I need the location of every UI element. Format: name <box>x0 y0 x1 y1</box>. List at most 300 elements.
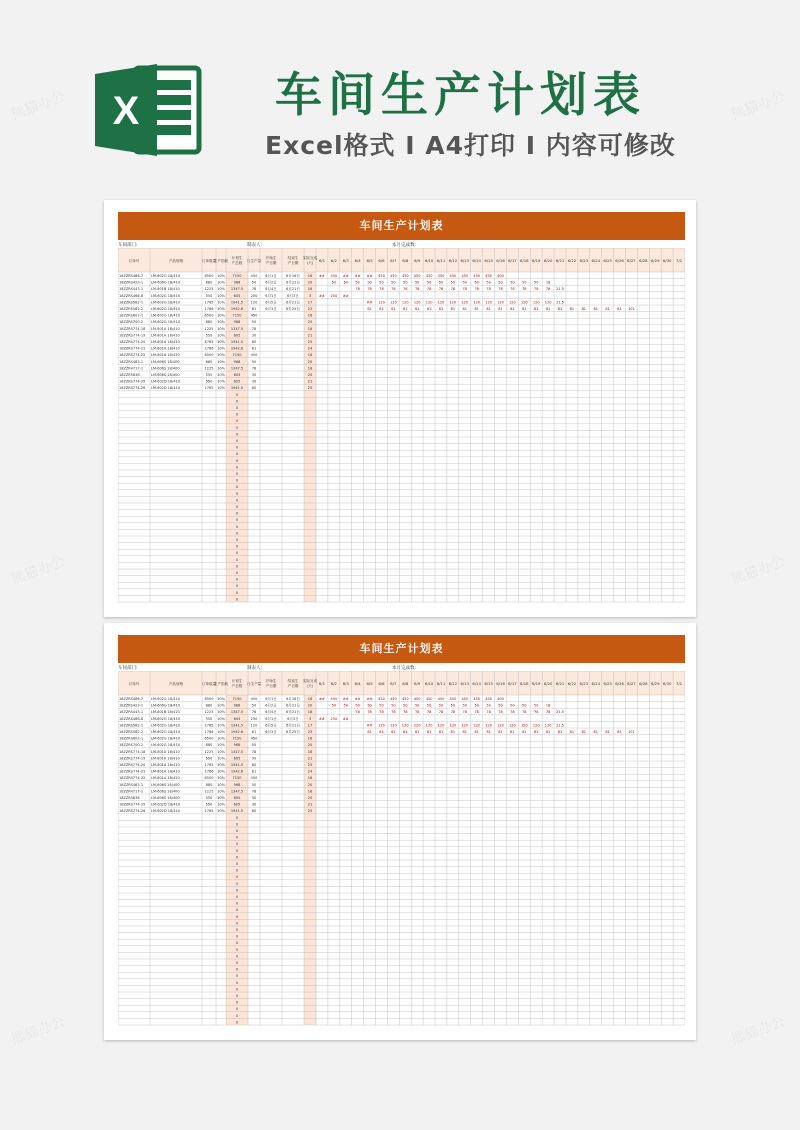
cell-total: 0 <box>235 960 239 965</box>
daily-output-cell: 78 <box>403 710 408 715</box>
cell-qty: 1765 <box>204 386 214 391</box>
cell-total: 1941.5 <box>230 723 244 728</box>
cell-start: 6月1日 <box>265 293 277 298</box>
logo-letter: X <box>112 89 140 133</box>
daily-output-cell: 81 <box>391 306 396 311</box>
daily-output-cell: 120 <box>401 723 409 728</box>
cell-total: 0 <box>235 868 239 873</box>
cell-loss: 10% <box>217 756 225 761</box>
cell-loss: 10% <box>217 333 225 338</box>
cell-total: 0 <box>235 941 239 946</box>
daily-output-cell: 120 <box>449 723 457 728</box>
daily-output-cell: 81 <box>557 729 563 734</box>
cell-qty: 880 <box>205 320 213 325</box>
cell-order: 18ZZRS700-2 <box>119 320 144 325</box>
cell-days: 20 <box>307 280 313 285</box>
daily-output-cell: 400 <box>497 273 504 278</box>
cell-loss: 10% <box>217 300 225 305</box>
column-header: 订单数量 <box>201 682 217 686</box>
watermark: 熊猫办公 <box>729 553 788 589</box>
daily-output-cell: 120 <box>390 723 397 728</box>
cell-total: 605 <box>233 333 241 338</box>
column-header: 产品规格 <box>168 259 184 263</box>
cell-total: 0 <box>235 438 239 443</box>
date-header: 6/3 <box>342 258 349 263</box>
date-header: 6/13 <box>460 258 470 263</box>
date-header: 6/21 <box>555 681 565 686</box>
daily-output-cell: 50 <box>403 703 408 708</box>
daily-output-cell: 81 <box>498 306 503 311</box>
column-header: 产总数 <box>231 261 243 265</box>
daily-output-cell: 78 <box>450 287 456 292</box>
cell-total: 0 <box>235 458 239 463</box>
cell-days: 21 <box>307 756 313 761</box>
cell-loss: 10% <box>217 795 225 800</box>
date-header: 6/19 <box>531 258 541 263</box>
date-header: 6/1 <box>318 681 326 686</box>
cell-total: 0 <box>235 934 239 939</box>
cell-loss: 10% <box>217 802 225 807</box>
date-header: 6/20 <box>543 681 553 686</box>
date-header: 6/24 <box>591 258 600 263</box>
cell-order: 18ZZRS774-19 <box>119 333 146 338</box>
daily-output-cell: 120 <box>532 723 540 728</box>
daily-output-cell: ## <box>366 273 373 278</box>
daily-output-cell: 78 <box>498 287 503 292</box>
cell-daily: 50 <box>251 703 257 708</box>
cell-qty: 550 <box>205 379 213 384</box>
daily-output-cell: 450 <box>425 696 433 701</box>
cell-total: 0 <box>235 954 239 959</box>
cell-daily: 78 <box>251 710 257 715</box>
cell-end: 6月16日 <box>286 273 300 278</box>
column-header: 产品规格 <box>168 682 184 686</box>
daily-output-cell: 450 <box>413 696 421 701</box>
page-subtitle: Excel格式 I A4打印 I 内容可修改 <box>265 131 676 160</box>
column-header: 订单号 <box>128 682 140 686</box>
cell-end: 6月21日 <box>286 300 300 305</box>
daily-output-cell: 81 <box>367 306 372 311</box>
cell-loss: 10% <box>217 353 225 358</box>
cell-qty: 6500 <box>204 313 214 318</box>
daily-output-cell: 81 <box>462 306 468 311</box>
daily-output-cell: 120 <box>473 723 481 728</box>
cell-order: 18ZZRS774-22 <box>119 353 146 358</box>
cell-total: 0 <box>235 570 239 575</box>
cell-total: 0 <box>235 835 239 840</box>
cell-total: 0 <box>235 888 239 893</box>
daily-output-cell: 50 <box>510 703 515 708</box>
date-header: 6/9 <box>414 681 421 686</box>
daily-output-cell: 450 <box>390 696 397 701</box>
cell-qty: 1765 <box>204 300 214 305</box>
month-done-label: 本月完成数: <box>392 243 417 248</box>
cell-loss: 10% <box>217 339 225 344</box>
cell-daily: 78 <box>251 287 257 292</box>
date-header: 6/21 <box>555 258 565 263</box>
cell-start: 6月5日 <box>265 300 277 305</box>
date-header: 6/29 <box>650 681 660 686</box>
daily-output-cell: 81 <box>379 729 384 734</box>
cell-daily: 81 <box>251 306 257 311</box>
daily-output-cell: 120 <box>437 300 445 305</box>
cell-days: 23 <box>307 729 313 734</box>
daily-output-cell: 120 <box>461 300 469 305</box>
cell-days: 23 <box>307 306 313 311</box>
cell-spec: LM-606S 18/400 <box>151 795 180 800</box>
daily-output-cell: ## <box>354 273 361 278</box>
cell-daily: 450 <box>250 776 258 781</box>
daily-output-cell: 101 <box>628 306 635 311</box>
date-header: 6/26 <box>615 258 624 263</box>
daily-output-cell: 50 <box>474 703 479 708</box>
daily-output-cell: 81 <box>581 306 587 311</box>
date-header: 6/28 <box>639 681 648 686</box>
cell-qty: 6500 <box>204 776 214 781</box>
daily-output-cell: 120 <box>437 723 445 728</box>
column-header: 产总数 <box>231 684 243 688</box>
daily-output-cell: 81 <box>522 729 527 734</box>
daily-output-cell: 81 <box>569 729 575 734</box>
cell-days: 18 <box>307 287 313 292</box>
cell-qty: 6500 <box>204 353 214 358</box>
cell-spec: LM-602G 18/410 <box>151 313 181 318</box>
daily-output-cell: 450 <box>401 696 409 701</box>
cell-daily: 450 <box>250 736 258 741</box>
cell-end: 6月3日 <box>287 716 299 721</box>
daily-output-cell: 81 <box>367 729 372 734</box>
daily-output-cell: 81 <box>593 306 598 311</box>
cell-order: 18ZZRS700-2 <box>119 743 144 748</box>
date-header: 7/1 <box>675 258 683 263</box>
daily-output-cell: 21.5 <box>556 300 564 305</box>
cell-days: 20 <box>307 320 313 325</box>
cell-total: 968 <box>233 359 241 364</box>
daily-output-cell: 120 <box>449 300 457 305</box>
cell-days: 17 <box>307 723 313 728</box>
cell-days: 16 <box>307 353 313 358</box>
daily-output-cell: 50 <box>391 703 396 708</box>
cell-total: 0 <box>235 947 239 952</box>
daily-output-cell: 50 <box>331 280 337 285</box>
cell-spec: LM-801A 18/410 <box>151 776 180 781</box>
cell-spec: LM-602D 18/410 <box>151 379 181 384</box>
date-header: 6/12 <box>448 681 458 686</box>
daily-output-cell: 120 <box>378 300 385 305</box>
daily-output-cell: 120 <box>378 723 385 728</box>
cell-days: 25 <box>307 339 313 344</box>
maker-label: 制表人: <box>247 243 263 248</box>
cell-loss: 10% <box>217 749 225 754</box>
cell-start: 6月1日 <box>265 273 277 278</box>
daily-output-cell: 50 <box>462 703 468 708</box>
sheet-title: 车间生产计划表 <box>118 212 685 240</box>
cell-order: 18ZZR4717-1 <box>119 366 144 371</box>
cell-total: 0 <box>235 967 239 972</box>
cell-loss: 10% <box>217 359 225 364</box>
cell-days: 21 <box>307 333 313 338</box>
cell-days: 20 <box>307 795 313 800</box>
cell-total: 968 <box>233 782 241 787</box>
cell-total: 1942.6 <box>230 306 244 311</box>
cell-total: 605 <box>233 293 241 298</box>
daily-output-cell: 78 <box>522 710 527 715</box>
cell-total: 0 <box>235 987 239 992</box>
cell-order: 18ZZRS443-1 <box>119 710 144 715</box>
column-header: 日生产量 <box>246 259 262 263</box>
cell-order: 18ZZRS774-19 <box>119 756 146 761</box>
column-header: 产日期 <box>265 261 277 265</box>
daily-output-cell: 81 <box>617 306 622 311</box>
daily-output-cell: 120 <box>413 300 421 305</box>
daily-output-cell: 81 <box>474 306 479 311</box>
cell-start: 6月2日 <box>265 703 277 708</box>
cell-total: 0 <box>235 445 239 450</box>
daily-output-cell: 120 <box>425 300 433 305</box>
cell-days: 20 <box>307 703 313 708</box>
cell-qty: 6500 <box>204 736 214 741</box>
cell-qty: 1225 <box>204 710 214 715</box>
daily-output-cell: 81 <box>617 729 622 734</box>
cell-start: 6月1日 <box>265 696 277 701</box>
cell-days: 16 <box>307 313 313 318</box>
cell-order: 18ZZRS423-1 <box>119 703 144 708</box>
daily-output-cell: 450 <box>330 273 338 278</box>
date-header: 6/3 <box>342 681 349 686</box>
cell-spec: LM-602G 18/410 <box>151 306 181 311</box>
cell-loss: 10% <box>217 326 225 331</box>
cell-total: 0 <box>235 842 239 847</box>
cell-loss: 10% <box>217 372 225 377</box>
column-header: 产日期 <box>287 684 299 688</box>
cell-daily: 81 <box>251 729 257 734</box>
cell-end: 6月25日 <box>286 729 300 734</box>
cell-total: 0 <box>235 590 239 595</box>
daily-output-cell: 450 <box>449 696 457 701</box>
cell-order: 18ZZR5838 <box>119 372 140 377</box>
daily-output-cell: 50 <box>367 280 372 285</box>
cell-end: 6月21日 <box>286 710 300 715</box>
daily-output-cell: 78 <box>391 287 396 292</box>
date-header: 6/26 <box>615 681 624 686</box>
cell-qty: 550 <box>205 802 213 807</box>
daily-output-cell: 50 <box>379 703 384 708</box>
date-header: 6/7 <box>390 681 397 686</box>
daily-output-cell: 50 <box>426 280 432 285</box>
cell-days: 18 <box>307 749 313 754</box>
daily-output-cell: 120 <box>544 300 552 305</box>
daily-output-cell: 400 <box>497 696 504 701</box>
cell-start: 6月3日 <box>265 729 277 734</box>
daily-output-cell: 50 <box>438 280 444 285</box>
cell-total: 7150 <box>232 353 242 358</box>
daily-output-cell: 50 <box>343 280 348 285</box>
cell-days: 24 <box>307 346 313 351</box>
daily-output-cell: 50 <box>450 280 456 285</box>
cell-total: 0 <box>235 531 239 536</box>
cell-order: 18ZZRS423-1 <box>119 280 144 285</box>
date-header: 6/23 <box>579 258 589 263</box>
daily-output-cell: ## <box>366 300 373 305</box>
cell-qty: 550 <box>205 716 213 721</box>
cell-daily: 450 <box>250 696 258 701</box>
date-header: 6/18 <box>520 681 529 686</box>
daily-output-cell: 450 <box>473 273 481 278</box>
column-header: 产日期 <box>265 684 277 688</box>
date-header: 6/2 <box>330 258 337 263</box>
cell-days: 20 <box>307 372 313 377</box>
daily-output-cell: 81 <box>545 306 551 311</box>
cell-loss: 10% <box>217 313 225 318</box>
daily-output-cell: 81 <box>414 729 420 734</box>
cell-daily: 250 <box>250 293 258 298</box>
cell-total: 605 <box>233 716 241 721</box>
column-header: 计划生 <box>231 256 243 260</box>
daily-output-cell: 450 <box>473 696 481 701</box>
date-header: 6/22 <box>567 681 577 686</box>
cell-total: 0 <box>235 855 239 860</box>
column-header: (天) <box>306 261 314 265</box>
cell-total: 968 <box>233 320 241 325</box>
cell-order: 18ZZRS466-7 <box>119 273 144 278</box>
cell-loss: 10% <box>217 723 225 728</box>
cell-spec: LM-606S 18/400 <box>151 359 180 364</box>
cell-start: 6月3日 <box>265 306 277 311</box>
daily-output-cell: 50 <box>331 703 337 708</box>
cell-qty: 1225 <box>204 749 214 754</box>
cell-daily: 81 <box>251 769 257 774</box>
date-header: 6/13 <box>460 681 470 686</box>
daily-output-cell: 81 <box>533 729 539 734</box>
daily-output-cell: 81 <box>450 729 456 734</box>
date-header: 6/16 <box>496 258 505 263</box>
cell-total: 0 <box>235 974 239 979</box>
cell-qty: 6500 <box>204 696 214 701</box>
cell-total: 7150 <box>232 313 242 318</box>
cell-total: 0 <box>235 861 239 866</box>
cell-total: 0 <box>235 392 239 397</box>
cell-daily: 450 <box>250 273 258 278</box>
cell-daily: 30 <box>251 795 257 800</box>
cell-total: 1941.5 <box>230 300 244 305</box>
cell-qty: 6500 <box>204 273 214 278</box>
daily-output-cell: 81 <box>545 729 551 734</box>
daily-output-cell: 450 <box>413 273 421 278</box>
cell-daily: 50 <box>251 782 257 787</box>
daily-output-cell: 120 <box>401 300 409 305</box>
column-header: 计划生 <box>231 679 243 683</box>
cell-spec: LM-801A 18/410 <box>151 333 180 338</box>
cell-total: 0 <box>235 419 239 424</box>
daily-output-cell: 81 <box>522 306 527 311</box>
column-header: 结束生 <box>287 256 299 260</box>
daily-output-cell: 120 <box>413 723 421 728</box>
cell-total: 0 <box>235 432 239 437</box>
cell-end: 6月21日 <box>286 280 300 285</box>
date-header: 6/2 <box>330 681 337 686</box>
daily-output-cell: 78 <box>367 710 372 715</box>
cell-order: 18ZZRS466-7 <box>119 696 144 701</box>
cell-daily: 30 <box>251 379 257 384</box>
cell-spec: LM-602D 18/410 <box>151 809 181 814</box>
cell-order: 18ZZRS774-25 <box>119 379 146 384</box>
cell-daily: 30 <box>251 333 257 338</box>
cell-total: 0 <box>235 491 239 496</box>
daily-output-cell: 450 <box>330 696 338 701</box>
schedule-grid <box>118 671 685 1027</box>
date-header: 6/11 <box>436 258 446 263</box>
daily-output-cell: 78 <box>438 287 444 292</box>
date-header: 6/7 <box>390 258 397 263</box>
daily-output-cell: 81 <box>450 306 456 311</box>
cell-spec: LM-602G 18/410 <box>151 736 181 741</box>
excel-logo-icon <box>95 60 203 160</box>
daily-output-cell: ## <box>342 716 349 721</box>
cell-total: 1941.5 <box>230 809 244 814</box>
cell-total: 605 <box>233 372 241 377</box>
column-header: 日生产量 <box>246 682 262 686</box>
sheet-preview-1 <box>104 200 696 617</box>
cell-total: 0 <box>235 1007 239 1012</box>
daily-output-cell: 450 <box>449 273 457 278</box>
cell-spec: LM-602G 18/410 <box>151 320 181 325</box>
cell-total: 0 <box>235 524 239 529</box>
cell-total: 0 <box>235 485 239 490</box>
daily-output-cell: 78 <box>438 710 444 715</box>
dept-label: 车间部门: <box>118 243 138 248</box>
cell-days: 21 <box>307 802 313 807</box>
daily-output-cell: 50 <box>343 703 348 708</box>
cell-daily: 30 <box>251 802 257 807</box>
date-header: 6/9 <box>414 258 421 263</box>
cell-qty: 880 <box>205 703 213 708</box>
cell-days: 25 <box>307 762 313 767</box>
daily-output-cell: 50 <box>522 703 527 708</box>
daily-output-cell: 81 <box>474 729 479 734</box>
cell-total: 1347.5 <box>230 326 244 331</box>
cell-total: 7150 <box>232 776 242 781</box>
daily-output-cell: 120 <box>520 300 528 305</box>
daily-output-cell: ## <box>342 293 349 298</box>
cell-loss: 10% <box>217 809 225 814</box>
cell-total: 0 <box>235 1013 239 1018</box>
cell-total: 1347.5 <box>230 366 244 371</box>
cell-total: 0 <box>235 848 239 853</box>
daily-output-cell: 81 <box>486 729 491 734</box>
cell-days: 25 <box>307 386 313 391</box>
daily-output-cell: 81 <box>510 729 515 734</box>
cell-total: 0 <box>235 557 239 562</box>
cell-spec: LM-602D 18/410 <box>151 802 181 807</box>
daily-output-cell: 78 <box>426 287 432 292</box>
cell-total: 0 <box>235 980 239 985</box>
watermark: 熊猫办公 <box>729 1013 788 1049</box>
date-header: 6/5 <box>366 681 373 686</box>
cell-order: 18ZZRS582-2 <box>119 306 144 311</box>
date-header: 6/23 <box>579 681 589 686</box>
cell-loss: 10% <box>217 789 225 794</box>
cell-total: 0 <box>235 822 239 827</box>
cell-days: 18 <box>307 789 313 794</box>
cell-spec: LM-606S 18/400 <box>151 372 180 377</box>
cell-end: 6月21日 <box>286 287 300 292</box>
daily-output-cell: 50 <box>533 703 539 708</box>
daily-output-cell: 78 <box>545 710 551 715</box>
daily-output-cell: 81 <box>414 306 420 311</box>
daily-output-cell: 450 <box>390 273 397 278</box>
daily-output-cell: ## <box>319 273 325 278</box>
daily-output-cell: 81 <box>438 306 444 311</box>
